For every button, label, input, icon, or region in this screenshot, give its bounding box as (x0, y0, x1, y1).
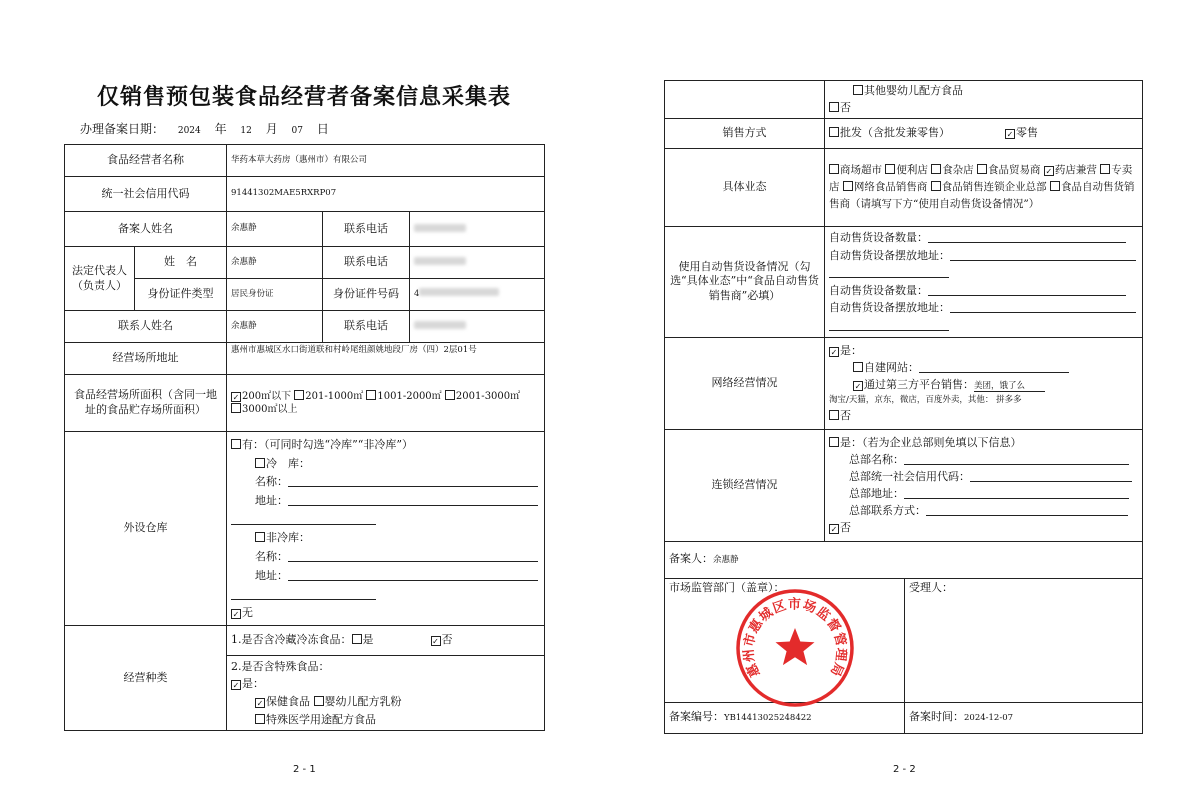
chilled-food-question: 1.是否含冷藏冷冻食品： 是 ✓ 否 (227, 625, 545, 655)
checkbox-checked-icon[interactable]: ✓ (1045, 167, 1053, 177)
vending-section (825, 227, 1143, 338)
day-char: 日 (316, 122, 329, 136)
registration-date (80, 120, 329, 137)
reg-date-label: 办理备案日期： (80, 122, 165, 136)
credit-code-value: 91441302MAE5RXRP07 (227, 177, 545, 212)
page2-number: 2 - 2 (893, 764, 916, 775)
infant-milk-option[interactable]: 婴幼儿配方乳粉 (314, 695, 402, 708)
other-infant-section (825, 81, 1143, 119)
warehouse-yes-option[interactable]: 有：（可同时勾选“冷库”“非冷库”） (231, 436, 540, 455)
filer-phone-value (410, 212, 545, 247)
page1-form-table (64, 144, 545, 731)
id-type-label: 身份证件类型 (135, 279, 227, 311)
hq-name-field[interactable] (904, 455, 1129, 465)
vending-label: 使用自动售货设备情况（勾选“具体业态”中“食品自动售货销售商”必填） (665, 227, 825, 338)
year-char: 年 (214, 122, 227, 136)
id-type-value: 居民身份证 (227, 279, 323, 311)
checkbox-icon[interactable] (231, 403, 241, 413)
checkbox-icon[interactable] (829, 127, 839, 137)
bt-online[interactable]: 网络食品销售商 (843, 181, 928, 193)
reg-time-label: 备案时间： (909, 710, 964, 724)
cold-address-field-continued[interactable] (231, 515, 376, 525)
checkbox-icon[interactable] (931, 181, 941, 191)
filer-name-label: 备案人姓名 (65, 212, 227, 247)
empty-label-cell (665, 81, 825, 119)
vending-addr-field-continued[interactable] (829, 321, 949, 331)
chain-no-option[interactable]: ✓ 否 (830, 521, 851, 535)
checkbox-icon[interactable] (853, 85, 863, 95)
reg-year: 2024 (177, 126, 201, 136)
checkbox-checked-icon[interactable]: ✓ (232, 392, 240, 402)
legal-rep-name-value: 余惠静 (227, 247, 323, 279)
chain-section (825, 429, 1143, 541)
cold-storage-option[interactable]: 冷 库： (231, 455, 540, 474)
reg-no-label: 备案编号： (669, 710, 724, 724)
vending-count-field[interactable] (928, 233, 1126, 243)
legal-rep-phone-value (410, 247, 545, 279)
bt-vending[interactable]: 食品自动售货销售商（请填写下方“使用自动售货设备情况”） (829, 181, 1135, 210)
market-dept-cell: 市场监管部门（盖章）： (665, 578, 905, 702)
checkbox-icon[interactable] (445, 390, 455, 400)
bt-food-trade[interactable]: 食品贸易商 (977, 164, 1041, 176)
legal-rep-phone-label: 联系电话 (323, 247, 410, 279)
area-option-1001-2000[interactable]: 1001-2000㎡ (366, 391, 441, 402)
vending-addr-2: 自动售货设备摆放地址： (829, 299, 1138, 317)
reg-time-cell (905, 702, 1143, 733)
checkbox-icon[interactable] (1100, 164, 1110, 174)
legal-rep-label: 法定代表人（负责人） (65, 247, 135, 311)
official-seal-icon (735, 588, 855, 708)
warehouse-section (227, 432, 545, 626)
reg-day: 07 (291, 126, 303, 136)
checkbox-checked-icon[interactable]: ✓ (256, 699, 264, 709)
checkbox-checked-icon[interactable]: ✓ (854, 382, 862, 392)
chilled-yes-option[interactable]: 是 (352, 633, 374, 646)
checkbox-icon[interactable] (885, 164, 895, 174)
filer-phone-label: 联系电话 (323, 212, 410, 247)
operator-name-label: 食品经营者名称 (65, 145, 227, 177)
business-type-label: 具体业态 (665, 149, 825, 227)
third-party-note: 淘宝/天猫，京东，微店，百度外卖，其他： 拼多多 (829, 394, 1022, 405)
area-option-200[interactable]: ✓ 200㎡以下 (232, 390, 292, 402)
special-no-option[interactable]: 否 (829, 100, 1138, 117)
other-infant-option[interactable]: 其他婴幼儿配方食品 (829, 83, 1138, 100)
filer-name-value: 余惠静 (227, 212, 323, 247)
non-cold-storage-name: 名称： (231, 548, 540, 567)
reg-time-value: 2024-12-07 (964, 713, 1014, 724)
hq-contact-field[interactable] (926, 506, 1128, 516)
checkbox-icon[interactable] (255, 714, 265, 724)
checkbox-icon[interactable] (255, 532, 265, 542)
page1-number: 2 - 1 (293, 764, 316, 775)
seal-text: 惠州市惠城区市场监督管理局 (741, 597, 849, 680)
warehouse-label: 外设仓库 (65, 432, 227, 626)
checkbox-icon[interactable] (231, 439, 241, 449)
checkbox-icon[interactable] (366, 390, 376, 400)
reg-month: 12 (240, 126, 252, 136)
vending-count-1: 自动售货设备数量： (829, 229, 1138, 247)
bt-convenience[interactable]: 便利店 (885, 164, 928, 176)
redacted-phone (414, 321, 466, 329)
vending-addr-field[interactable] (950, 303, 1136, 313)
retail-option[interactable]: ✓ 零售 (1006, 126, 1038, 140)
redacted-phone (414, 224, 466, 232)
chain-yes-option[interactable]: 是：（若为企业总部则免填以下信息） (829, 434, 1138, 451)
redacted-phone (414, 257, 466, 265)
hq-credit-field[interactable] (970, 472, 1132, 482)
redacted-id (419, 288, 499, 296)
hq-credit: 总部统一社会信用代码： (829, 468, 1138, 485)
checkbox-icon[interactable] (931, 164, 941, 174)
address-label: 经营场所地址 (65, 343, 227, 375)
cold-address-field[interactable] (288, 496, 538, 506)
checkbox-icon[interactable] (853, 362, 863, 372)
checkbox-checked-icon[interactable]: ✓ (432, 636, 439, 646)
contact-phone-label: 联系电话 (323, 311, 410, 343)
checkbox-icon[interactable] (255, 458, 265, 468)
filer-row (665, 541, 1143, 578)
non-cold-storage-address: 地址： (231, 567, 540, 586)
wholesale-option[interactable]: 批发（含批发兼零售） (829, 126, 950, 139)
hq-contact: 总部联系方式： (829, 502, 1138, 519)
legal-rep-name-label: 姓 名 (135, 247, 227, 279)
contact-phone-value (410, 311, 545, 343)
vending-addr-field[interactable] (950, 251, 1136, 261)
bt-grocery[interactable]: 食杂店 (931, 164, 974, 176)
area-options (227, 375, 545, 432)
bt-supermarket[interactable]: 商场超市 (829, 164, 882, 176)
checkbox-icon[interactable] (829, 437, 839, 447)
bt-pharmacy[interactable]: ✓ 药店兼营 (1045, 164, 1097, 177)
area-option-2001-3000[interactable]: 2001-3000㎡ (445, 391, 520, 402)
sales-mode-label: 销售方式 (665, 119, 825, 149)
self-site-option[interactable]: 自建网站： (829, 359, 1138, 376)
checkbox-icon[interactable] (843, 181, 853, 191)
area-label: 食品经营场所面积（含同一地址的食品贮存场所面积） (65, 375, 227, 432)
checkbox-checked-icon[interactable]: ✓ (830, 348, 838, 358)
area-option-3000[interactable]: 3000㎡以上 (231, 404, 297, 415)
hq-addr-field[interactable] (904, 489, 1129, 499)
bt-chain[interactable]: 食品销售连锁企业总部 (931, 181, 1047, 193)
online-section (825, 337, 1143, 429)
category-label: 经营种类 (65, 625, 227, 730)
business-type-options (825, 149, 1143, 227)
non-cold-storage-option[interactable]: 非冷库： (231, 529, 540, 548)
checkbox-icon[interactable] (352, 634, 362, 644)
checkbox-icon[interactable] (977, 164, 987, 174)
checkbox-icon[interactable] (1050, 181, 1060, 191)
month-char: 月 (265, 122, 278, 136)
contact-name-value: 余惠静 (227, 311, 323, 343)
non-cold-name-field[interactable] (288, 552, 538, 562)
checkbox-icon[interactable] (294, 390, 304, 400)
vending-addr-1: 自动售货设备摆放地址： (829, 247, 1138, 265)
operator-name-value: 华药本草大药房（惠州市）有限公司 (227, 145, 545, 177)
vending-count-field[interactable] (928, 286, 1126, 296)
online-label: 网络经营情况 (665, 337, 825, 429)
seal-star-icon (776, 628, 815, 665)
vending-addr-field-continued[interactable] (829, 268, 949, 278)
checkbox-icon[interactable] (829, 410, 839, 420)
contact-label: 联系人姓名 (65, 311, 227, 343)
address-value: 惠州市惠城区水口街道联和村岭尾组颜姚地段厂房（四）2层01号 (227, 343, 545, 375)
checkbox-checked-icon[interactable]: ✓ (830, 525, 838, 535)
cold-storage-address: 地址： (231, 492, 540, 511)
checkbox-icon[interactable] (829, 102, 839, 112)
filer-value: 余惠静 (713, 555, 739, 566)
id-number-value (410, 279, 545, 311)
hq-address: 总部地址： (829, 485, 1138, 502)
chain-label: 连锁经营情况 (665, 429, 825, 541)
checkbox-checked-icon[interactable]: ✓ (232, 681, 240, 691)
third-party-value[interactable]: 美团，饿了么 (974, 381, 1045, 392)
page1-title: 仅销售预包装食品经营者备案信息采集表 (96, 84, 511, 110)
chilled-no-option[interactable]: ✓ 否 (432, 632, 453, 646)
credit-code-label: 统一社会信用代码 (65, 177, 227, 212)
special-food-question: 2.是否含特殊食品： ✓ 是： ✓ 保健食品 婴幼儿配方乳粉 特殊医学用途配方食品 (227, 655, 545, 730)
filer-label: 备案人： (669, 552, 713, 566)
warehouse-none-option[interactable]: ✓ 无 (232, 606, 253, 620)
third-party-option[interactable]: ✓ 通过第三方平台销售：美团，饿了么 (829, 376, 1138, 393)
third-party-other[interactable]: 拼多多 (996, 394, 1022, 405)
id-number-prefix: 4 (414, 289, 420, 300)
sales-mode-options (825, 119, 1143, 149)
checkbox-checked-icon[interactable]: ✓ (232, 610, 240, 620)
online-yes-option[interactable]: ✓ 是： (830, 344, 862, 358)
vending-count-2: 自动售货设备数量： (829, 282, 1138, 300)
cold-storage-name: 名称： (231, 473, 540, 492)
reg-no-value: YB14413025248422 (724, 713, 812, 724)
non-cold-address-field[interactable] (288, 571, 538, 581)
hq-name: 总部名称： (829, 451, 1138, 468)
checkbox-icon[interactable] (829, 164, 839, 174)
online-no-option[interactable]: 否 (829, 407, 1138, 424)
checkbox-checked-icon[interactable]: ✓ (1006, 130, 1014, 140)
area-option-201-1000[interactable]: 201-1000㎡ (294, 391, 363, 402)
receiver-cell: 受理人： (905, 578, 1143, 702)
checkbox-icon[interactable] (314, 696, 324, 706)
bt-specialty[interactable]: 专卖店 (829, 164, 1133, 194)
non-cold-address-field-continued[interactable] (231, 590, 376, 600)
self-site-field[interactable] (919, 363, 1069, 373)
id-number-label: 身份证件号码 (323, 279, 410, 311)
cold-name-field[interactable] (288, 477, 538, 487)
health-food-option[interactable]: ✓ 保健食品 (256, 695, 310, 709)
special-medical-option[interactable]: 特殊医学用途配方食品 (231, 711, 540, 729)
special-yes-option[interactable]: ✓ 是： (232, 677, 264, 691)
